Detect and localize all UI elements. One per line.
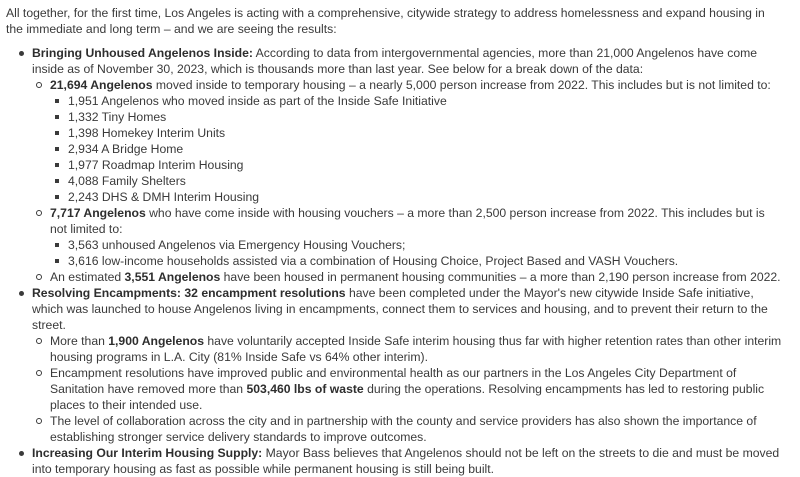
square-bullet-icon [55,147,59,151]
list-item-waste-removed [32,365,784,413]
item-text: who have come inside with housing vouchers – a more than 2,500 person increase from 2022. This includes but is not limited to: [50,206,765,236]
square-bullet-icon [55,163,59,167]
sub-sub-list [50,93,784,205]
section-text: have been completed under the Mayor's new citywide Inside Safe initiative, which was launched to house Angelenos living in encampments, connect them to services and housing, and to prevent their return to the street. [32,286,768,332]
circle-bullet-icon [36,82,42,88]
item-prefix: An estimated [50,270,125,284]
bullet-icon [19,51,24,56]
list-item [50,173,784,189]
list-item-text: 3,563 unhoused Angelenos via Emergency Housing Vouchers; [68,238,406,252]
list-item-text: 2,243 DHS & DMH Interim Housing [68,190,260,204]
list-item [50,253,784,269]
list-item-text: 1,332 Tiny Homes [68,110,167,124]
circle-bullet-icon [36,274,42,280]
section-heading: Resolving Encampments: 32 encampment resolutions [32,286,346,300]
list-item-text: 2,934 A Bridge Home [68,142,184,156]
item-prefix: More than [50,334,109,348]
square-bullet-icon [55,195,59,199]
circle-bullet-icon [36,418,42,424]
list-item-permanent-housing [32,269,784,285]
square-bullet-icon [55,115,59,119]
list-item-housing-vouchers [32,205,784,269]
intro-paragraph: All together, for the first time, Los Angeles is acting with a comprehensive, citywide strategy to address homelessness and expand housing in the immediate and long term – and we are seeing the results: [6,6,765,36]
circle-bullet-icon [36,210,42,216]
results-list [6,45,784,477]
list-item [50,93,784,109]
highlight-count: 7,717 Angelenos [50,206,146,220]
section-heading: Increasing Our Interim Housing Supply: [32,446,263,460]
item-prefix: Encampment resolutions have improved public and environmental health as our partners in the Los Angeles City Department of Sanitation have removed more than [50,366,737,396]
bullet-icon [19,291,24,296]
highlight-count: 1,900 Angelenos [108,334,204,348]
list-item-temporary-housing [32,77,784,205]
circle-bullet-icon [36,370,42,376]
list-item-text: 3,616 low-income households assisted via a combination of Housing Choice, Project Based and VASH Vouchers. [68,254,679,268]
list-item-text: 1,951 Angelenos who moved inside as part of the Inside Safe Initiative [68,94,447,108]
list-item-text: 1,398 Homekey Interim Units [68,126,226,140]
list-item [50,125,784,141]
list-item-unhoused-inside [6,45,784,285]
section-heading: Bringing Unhoused Angelenos Inside: [32,46,253,60]
item-text: during the operations. Resolving encampments has led to restoring public places to their intended use. [50,382,765,412]
list-item [50,109,784,125]
bullet-icon [19,451,24,456]
list-item-text: 1,977 Roadmap Interim Housing [68,158,244,172]
list-item-text: 4,088 Family Shelters [68,174,186,188]
highlight-count: 3,551 Angelenos [124,270,221,284]
square-bullet-icon [55,259,59,263]
sub-list [32,77,784,285]
square-bullet-icon [55,243,59,247]
list-item [50,157,784,173]
list-item [50,237,784,253]
section-text: According to data from intergovernmental agencies, more than 21,000 Angelenos have come inside as of November 30, 2023, which is thousands more than last year. See below for a break down of the data: [32,46,758,76]
list-item [50,141,784,157]
square-bullet-icon [55,99,59,103]
list-item-resolving-encampments [6,285,784,445]
highlight-count: 21,694 Angelenos [50,78,153,92]
highlight-count: 503,460 lbs of waste [246,382,364,396]
section-text: Mayor Bass believes that Angelenos should not be left on the streets to die and must be moved into temporary housing as fast as possible while permanent housing is still being built. [32,446,780,476]
list-item [50,189,784,205]
circle-bullet-icon [36,338,42,344]
sub-list [32,333,784,445]
item-text: The level of collaboration across the city and in partnership with the county and service providers has also shown the importance of establishing stronger service delivery standards to improve outcomes. [50,414,757,444]
square-bullet-icon [55,179,59,183]
item-text: have voluntarily accepted Inside Safe interim housing thus far with higher retention rates than other interim housing programs in L.A. City (81% Inside Safe vs 64% other interim). [50,334,782,364]
item-text: moved inside to temporary housing – a nearly 5,000 person increase from 2022. This includes but is not limited to: [152,78,771,92]
list-item-interim-supply [6,445,784,477]
list-item-collaboration [32,413,784,445]
list-item-interim-acceptance [32,333,784,365]
sub-sub-list [50,237,784,269]
square-bullet-icon [55,131,59,135]
item-text: have been housed in permanent housing communities – a more than 2,190 person increase from 2022. [220,270,781,284]
